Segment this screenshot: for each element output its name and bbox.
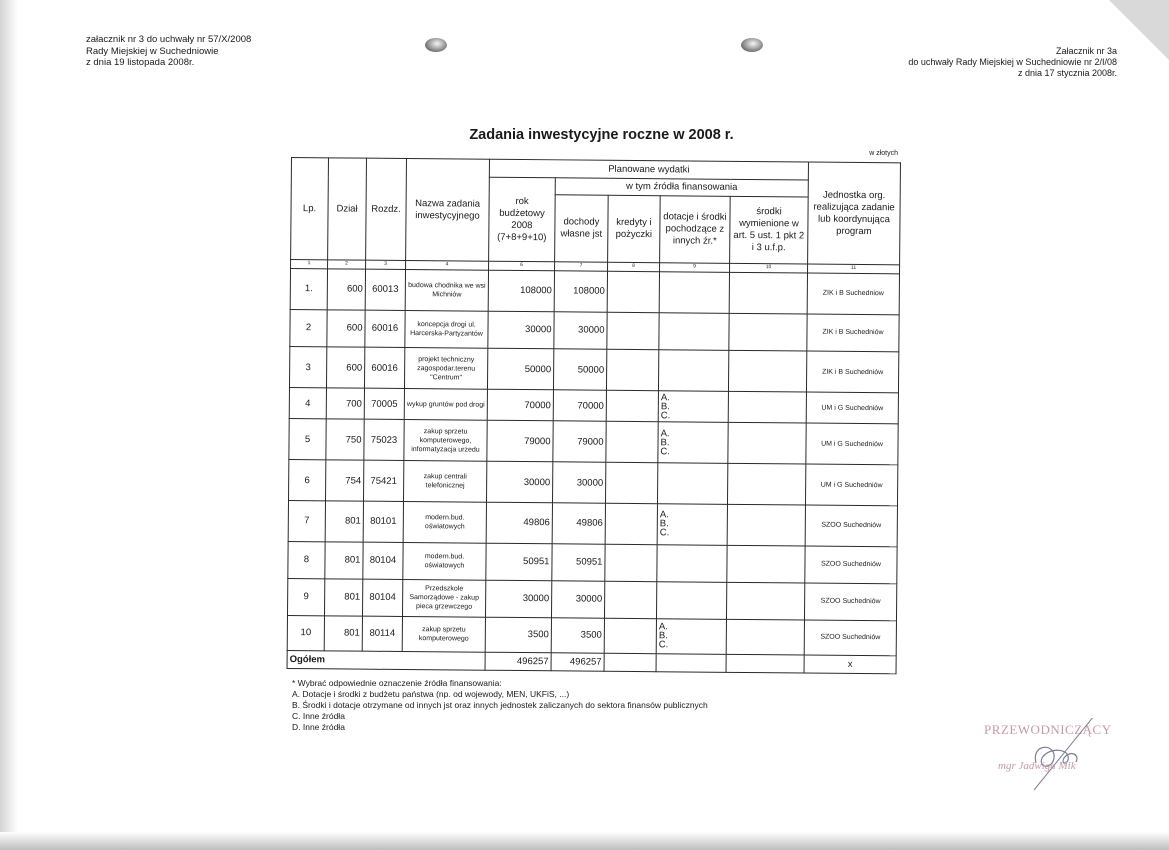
cell-nazwa: zakup centrali telefonicznej: [403, 461, 486, 503]
header-srodki: środki wymienione w art. 5 ust. 1 pkt 2 i 3 u.f.p.: [730, 196, 809, 264]
cell-jednostka: UM i G Suchedniów: [806, 392, 898, 424]
cell-jednostka: SZOO Suchedniów: [804, 620, 896, 656]
cell-rok: 3500: [485, 617, 551, 652]
cell-dochody: 30000: [554, 311, 607, 349]
total-label: Ogółem: [287, 650, 485, 670]
cell-dochody: 70000: [553, 390, 606, 421]
cell-dzial: 600: [326, 347, 364, 388]
cell-nazwa: projekt techniczny zagospodar.terenu "Centrum": [404, 348, 487, 390]
cell-rok: 79000: [487, 420, 553, 462]
cell-dotacje: A. B. C.: [657, 504, 727, 546]
punch-hole-right: [741, 38, 763, 52]
cell-kredyty: [606, 391, 658, 422]
cell-nazwa: modern.bud. oświatowych: [403, 501, 486, 543]
col-number: 6: [489, 262, 555, 271]
col-number: 9: [660, 263, 730, 272]
header-dotacje: dotacje i środki pochodzące z innych źr.*: [660, 196, 731, 264]
total-rok: 496257: [485, 652, 551, 671]
footnote-line3: B. Środki i dotacje otrzymane od innych jst oraz innych jednostek zaliczanych do sektora finansów publicznych: [292, 700, 708, 710]
header-note-right: [908, 46, 1117, 79]
cell-rozdz: 75023: [364, 419, 404, 460]
header-nazwa: Nazwa zadania inwestycyjnego: [406, 159, 490, 262]
cell-dzial: 801: [324, 615, 362, 650]
cell-rozdz: 80101: [363, 501, 403, 542]
cell-dzial: 801: [325, 542, 363, 579]
total-dochody: 496257: [551, 652, 604, 671]
total-dotacje: [656, 653, 726, 672]
scan-edge-shadow-bottom: [0, 832, 1169, 850]
header-kredyty: kredyty i pożyczki: [608, 195, 661, 263]
table-row: [288, 578, 897, 620]
cell-dzial: 801: [325, 501, 363, 542]
folded-corner: [1109, 0, 1169, 60]
scan-edge-shadow-left: [0, 0, 18, 850]
cell-lp: 1.: [290, 268, 327, 309]
col-number: 7: [555, 262, 608, 271]
total-jednostka: x: [804, 655, 896, 674]
header-note-left: [86, 34, 251, 69]
cell-lp: 7: [288, 500, 325, 541]
cell-rozdz: 80114: [362, 616, 402, 651]
stamp-title: PRZEWODNICZĄCY: [984, 722, 1112, 737]
table-row: [290, 268, 899, 314]
cell-jednostka: ZIK i B Suchedniów: [807, 314, 899, 353]
cell-rok: 30000: [486, 461, 552, 503]
col-number: 10: [730, 264, 808, 273]
cell-dochody: 50951: [552, 544, 605, 581]
cell-dochody: 49806: [552, 503, 605, 544]
cell-jednostka: SZOO Suchedniów: [805, 546, 897, 584]
cell-dochody: 30000: [551, 581, 604, 618]
cell-dochody: 30000: [552, 462, 605, 503]
table-row: [287, 615, 896, 655]
cell-jednostka: ZIK i B Suchedniów: [806, 351, 898, 393]
header-rok: rok budżetowy 2008 (7+8+9+10): [489, 178, 556, 263]
investment-table: [287, 157, 901, 674]
stamp-name: mgr Jadwiga Mik: [998, 760, 1076, 772]
cell-dochody: 3500: [551, 617, 604, 652]
cell-nazwa: wykup gruntów pod drogi: [404, 389, 487, 420]
cell-kredyty: [604, 618, 656, 653]
cell-dochody: 108000: [554, 270, 607, 311]
cell-dzial: 600: [327, 268, 365, 309]
table-body: [287, 268, 899, 655]
col-number: 4: [406, 261, 489, 270]
cell-kredyty: [605, 544, 657, 581]
cell-rok: 30000: [485, 580, 551, 617]
cell-rozdz: 60016: [365, 310, 405, 348]
cell-srodki: [729, 272, 807, 314]
cell-rozdz: 75421: [363, 460, 403, 501]
cell-srodki: [727, 504, 805, 546]
table-row: [289, 460, 898, 506]
cell-lp: 2: [290, 309, 327, 347]
cell-lp: 9: [288, 578, 325, 615]
chairman-stamp: [976, 718, 1126, 798]
cell-nazwa: zakup sprzetu komputerowego: [402, 616, 485, 652]
cell-lp: 4: [289, 388, 326, 419]
cell-rok: 49806: [486, 502, 552, 544]
cell-rok: 50951: [486, 543, 552, 580]
header-dochody: dochody własne jst: [555, 195, 609, 263]
table-row: [289, 419, 898, 465]
cell-srodki: [728, 392, 806, 423]
col-number: 3: [366, 261, 406, 270]
cell-lp: 5: [289, 419, 326, 460]
footnote-line5: D. Inne źródła: [292, 722, 345, 732]
header-jednostka: Jednostka org. realizująca zadanie lub koordynująca program: [808, 162, 901, 265]
cell-kredyty: [606, 350, 658, 391]
cell-kredyty: [607, 312, 659, 350]
header-dzial: Dział: [328, 158, 367, 261]
cell-kredyty: [604, 581, 656, 618]
footnote-line1: * Wybrać odpowiednie oznaczenie źródła finansowania:: [292, 678, 502, 688]
table-row: [288, 541, 897, 583]
cell-dzial: 801: [325, 579, 363, 616]
table-row: [288, 500, 897, 546]
cell-rozdz: 60016: [364, 348, 404, 389]
cell-nazwa: modern.bud. oświatowych: [403, 542, 486, 580]
cell-srodki: [727, 463, 805, 505]
cell-dotacje: [657, 463, 727, 505]
footnote-line4: C. Inne źródła: [292, 711, 345, 721]
cell-dotacje: A. B. C.: [658, 391, 728, 422]
cell-jednostka: UM i G Suchedniów: [805, 464, 897, 506]
cell-nazwa: Przedszkole Samorządowe - zakup pieca grzewczego: [402, 579, 485, 617]
cell-dzial: 600: [327, 309, 365, 347]
cell-rozdz: 80104: [363, 542, 403, 579]
cell-dotacje: [657, 545, 727, 582]
cell-dotacje: [656, 582, 726, 619]
col-number: 8: [608, 263, 660, 272]
footnote: [292, 678, 708, 733]
cell-lp: 3: [289, 347, 326, 388]
cell-rozdz: 60013: [365, 269, 405, 310]
table-row: [290, 309, 899, 352]
cell-dotacje: A. B. C.: [656, 618, 726, 654]
cell-srodki: [726, 619, 804, 655]
cell-rok: 30000: [488, 311, 554, 349]
cell-jednostka: UM i G Suchedniów: [806, 423, 898, 465]
header-right-line3: z dnia 17 stycznia 2008r.: [1017, 68, 1117, 78]
signature-icon: [976, 718, 1126, 798]
header-right-line1: Załacznik nr 3a: [1055, 46, 1117, 56]
col-number: 1: [291, 260, 328, 269]
document-title: Zadania inwestycyjne roczne w 2008 r.: [469, 127, 734, 143]
cell-dzial: 754: [326, 460, 364, 501]
cell-rozdz: 70005: [364, 389, 404, 420]
unit-label: w złotych: [869, 150, 898, 157]
header-rozdz: Rozdz.: [366, 158, 407, 261]
cell-srodki: [727, 545, 805, 583]
cell-srodki: [728, 422, 806, 464]
cell-rozdz: 80104: [362, 579, 402, 616]
cell-dochody: 79000: [553, 421, 606, 462]
cell-lp: 6: [289, 460, 326, 501]
header-left-line1: załacznik nr 3 do uchwały nr 57/X/2008: [86, 34, 252, 45]
header-right-line2: do uchwały Rady Miejskiej w Suchedniowie nr 2/I/08: [908, 57, 1117, 67]
cell-rok: 70000: [487, 390, 553, 421]
table-row: [289, 347, 898, 393]
cell-kredyty: [606, 421, 658, 462]
cell-kredyty: [607, 271, 659, 312]
cell-dzial: 750: [326, 419, 364, 460]
col-number: 2: [328, 260, 366, 269]
cell-dotacje: A. B. C.: [658, 422, 728, 464]
cell-nazwa: koncepcja drogi ul. Harcerska-Partyzantów: [405, 310, 488, 349]
cell-jednostka: ZIK i B Suchedniow: [807, 273, 899, 315]
header-left-line3: z dnia 19 listopada 2008r.: [86, 57, 195, 68]
cell-lp: 10: [287, 615, 324, 650]
cell-kredyty: [605, 503, 657, 544]
cell-kredyty: [605, 462, 657, 503]
punch-hole-left: [425, 38, 447, 52]
cell-dotacje: [659, 271, 729, 313]
cell-rok: 108000: [488, 270, 554, 312]
total-row: [287, 650, 896, 674]
total-srodki: [726, 654, 804, 673]
header-lp: Lp.: [291, 158, 329, 261]
cell-jednostka: SZOO Suchedniów: [804, 583, 896, 621]
cell-srodki: [729, 313, 807, 352]
cell-lp: 8: [288, 541, 325, 578]
cell-srodki: [726, 582, 804, 620]
cell-dotacje: [658, 350, 728, 392]
col-number: 11: [808, 264, 900, 273]
cell-nazwa: zakup sprzetu komputerowego, informatyzacja urzedu: [404, 420, 487, 462]
footnote-line2: A. Dotacje i środki z budżetu państwa (np. od wojewody, MEN, UKFiS, ...): [292, 689, 570, 699]
cell-rok: 50000: [487, 349, 553, 391]
cell-jednostka: SZOO Suchedniów: [805, 505, 897, 547]
cell-srodki: [728, 351, 806, 393]
header-planowane: Planowane wydatki: [489, 159, 808, 180]
cell-nazwa: budowa chodnika we wsi Michniów: [405, 269, 488, 311]
header-left-line2: Rady Miejskiej w Suchedniowie: [86, 45, 219, 57]
cell-dochody: 50000: [553, 349, 606, 390]
cell-dotacje: [659, 312, 729, 350]
header-w-tym: w tym źródła finansowania: [555, 178, 808, 197]
cell-dzial: 700: [326, 388, 364, 419]
total-kredyty: [604, 653, 656, 672]
